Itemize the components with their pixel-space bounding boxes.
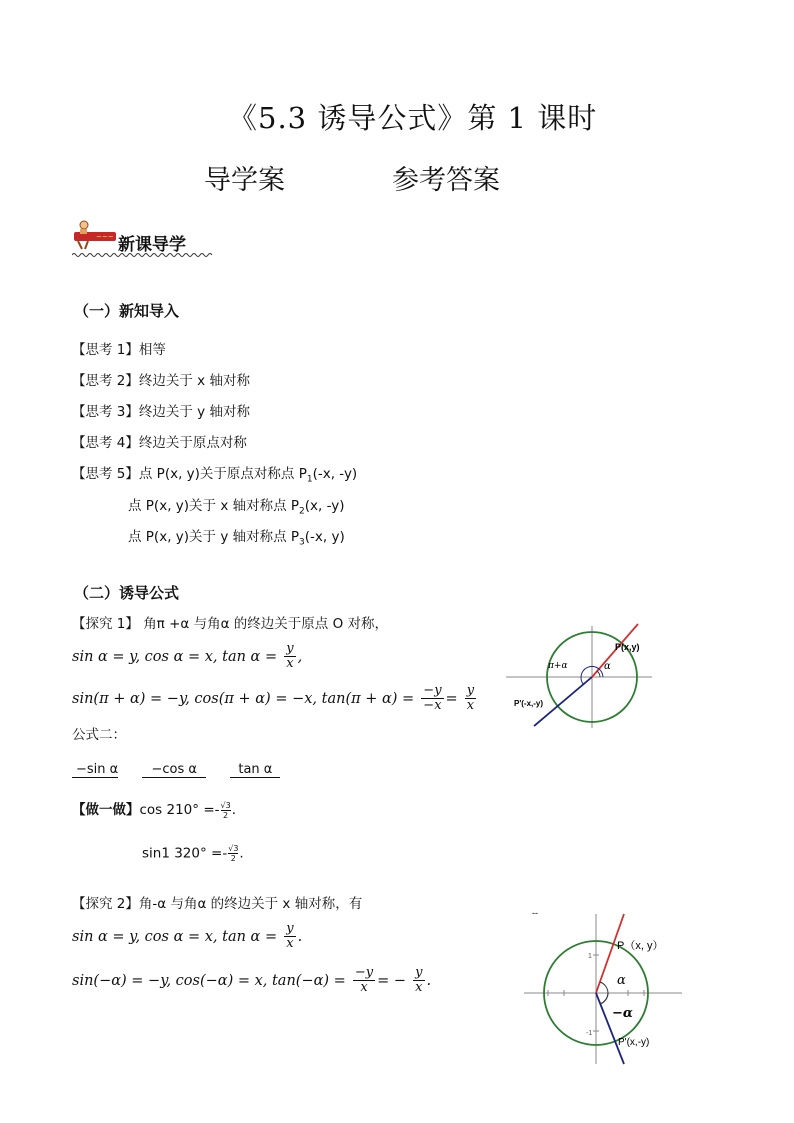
think-5-line-3: 点 P(x, y)关于 y 轴对称点 $P_3(-x$, y) — [128, 529, 345, 548]
subtitle-guide: 导学案 — [204, 165, 285, 196]
blank-3: tan α — [230, 762, 280, 778]
tick-label-top: 1 — [588, 953, 592, 960]
formula-2-blanks — [72, 758, 280, 778]
label-p-prime: P'(-x,-y) — [514, 699, 544, 708]
formula-2-label: 公式二： — [72, 727, 126, 743]
label-pi-plus-alpha: π+α — [548, 661, 568, 671]
label-alpha: α — [617, 973, 626, 988]
think-4: 【思考 4】终边关于原点对称 — [72, 435, 247, 451]
part1-heading: （一）新知导入 — [74, 302, 180, 320]
tick-label-bottom: -1 — [586, 1030, 593, 1037]
explore-2: 【探究 2】角-α 与角α 的终边关于 x 轴对称，有 — [72, 896, 363, 912]
label-p-prime: P'(x,-y) — [618, 1037, 650, 1048]
label-p: P(x,y) — [615, 642, 640, 652]
explore-1: 【探究 1】 角π +α 与角α 的终边关于原点 O 对称， — [72, 616, 389, 632]
think-3: 【思考 3】终边关于 y 轴对称 — [72, 404, 250, 420]
try-it-2: sin1 320° =- $\frac{√3}{2}$. — [142, 844, 244, 863]
think-2: 【思考 2】终边关于 x 轴对称 — [72, 373, 250, 389]
corner-mark: -- — [532, 908, 538, 918]
subtitle-answers: 参考答案 — [392, 165, 500, 196]
section-banner-icon — [72, 218, 120, 250]
think-1: 【思考 1】相等 — [72, 342, 166, 358]
alpha-arc — [600, 982, 608, 993]
label-neg-alpha: −α — [612, 1006, 633, 1021]
document-title: 《5.3 诱导公式》第 1 课时 — [228, 101, 598, 135]
think-5-line-2: 点 P(x, y)关于 x 轴对称点 $P_2(x$, -y) — [128, 498, 345, 517]
alpha-arc — [597, 671, 600, 677]
svg-text:~~~: ~~~ — [96, 233, 114, 241]
label-alpha: α — [604, 661, 611, 672]
neg-alpha-arc — [600, 993, 608, 1004]
blank-1: −sin α — [72, 762, 118, 778]
equation-4: sin(−α) = −y, cos(−α) = x, tan(−α) = $\frac{-y}{x}$ = − $\frac{y}{x}$ . — [72, 965, 432, 995]
try-it-1: 【做一做】cos 210° =- $\frac{√3}{2}$. — [72, 800, 236, 820]
equation-2: sin(π + α) = −y, cos(π + α) = −x, tan(π + α) = $\frac{-y}{-x}$ = $\frac{y}{x}$ — [72, 683, 475, 713]
figure-origin-symmetry — [504, 622, 654, 732]
part2-heading: （二）诱导公式 — [74, 584, 180, 602]
figure-x-axis-symmetry — [520, 906, 686, 1066]
blank-2: −cos α — [142, 762, 206, 778]
equation-1: sin α = y, cos α = x, tan α = $\frac{y}{x}$ , — [72, 641, 303, 671]
wavy-underline — [72, 252, 214, 258]
think-5: 【思考 5】点 P(x, y)关于原点对称点 $P_1(-x$, -y) — [72, 466, 358, 485]
label-p: P（x, y） — [617, 940, 664, 952]
equation-3: sin α = y, cos α = x, tan α = $\frac{y}{x}$ . — [72, 921, 303, 951]
section-banner-label: 新课导学 — [118, 235, 186, 255]
